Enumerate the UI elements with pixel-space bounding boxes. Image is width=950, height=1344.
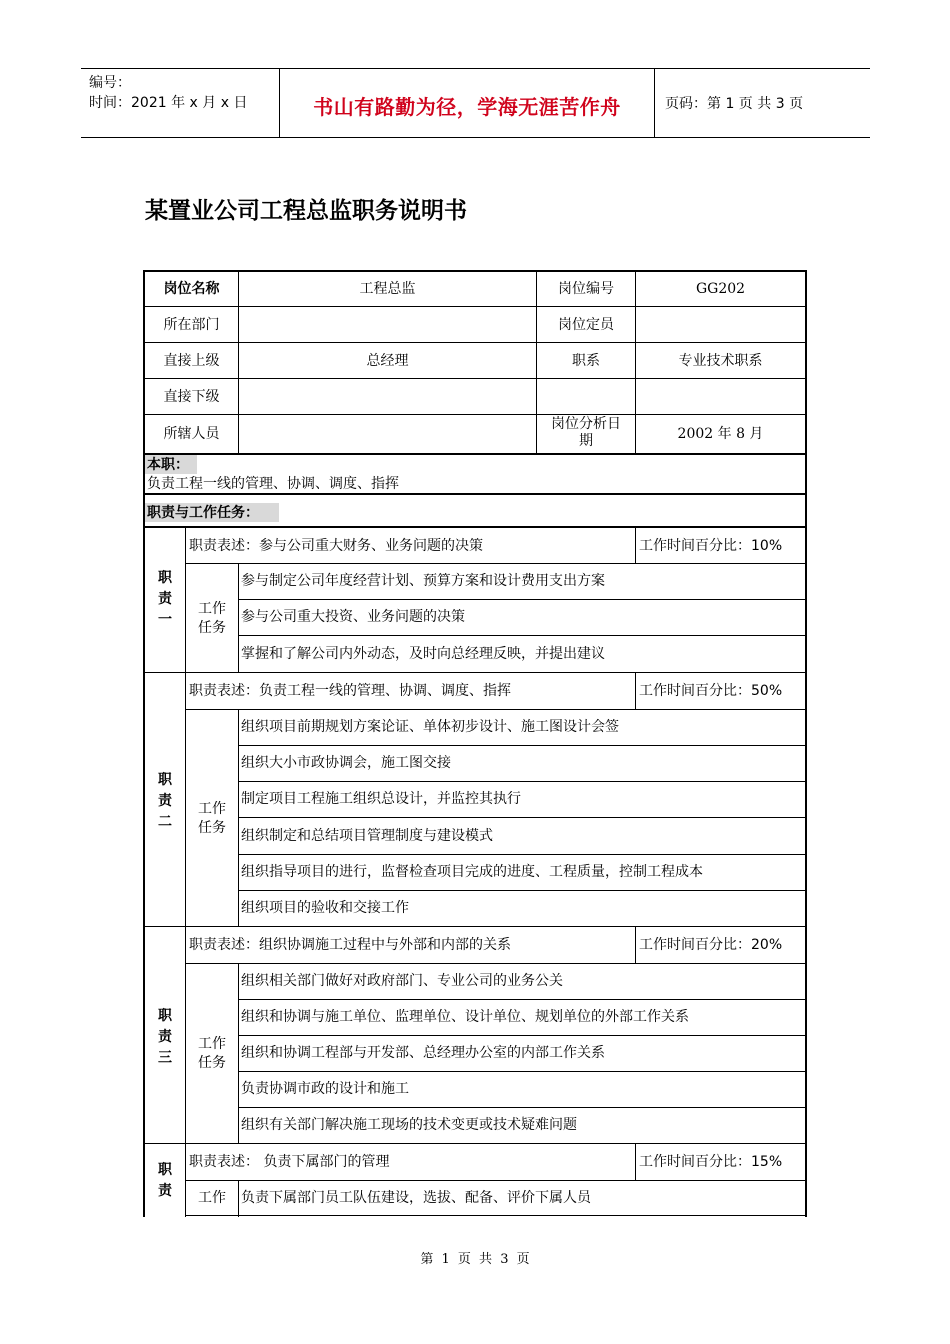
duty-3-task-5: 组织有关部门解决施工现场的技术变更或技术疑难问题 (241, 1117, 577, 1133)
task-label-line: 任务 (198, 620, 226, 636)
duty-2-task-5: 组织指导项目的进行，监督检查项目完成的进度、工程质量，控制工程成本 (241, 864, 703, 880)
duty-summary-text: 负责工程一线的管理、协调、调度、指挥 (147, 476, 399, 492)
duty-4-task-1: 负责下属部门员工队伍建设，选拔、配备、评价下属人员 (241, 1190, 591, 1206)
header-divider (654, 69, 655, 137)
col-line (238, 963, 239, 1144)
duty-1-statement: 职责表述：参与公司重大财务、业务问题的决策 (189, 538, 483, 554)
position-name-label: 岗位名称 (163, 281, 220, 297)
row-line (143, 1143, 807, 1144)
duty-summary-label: 本职： (147, 457, 189, 473)
duty-2-task-3: 制定项目工程施工组织总设计，并监控其执行 (241, 791, 521, 807)
document-title: 某置业公司工程总监职务说明书 (145, 198, 467, 224)
page-header (81, 68, 870, 138)
duty-2-task-1: 组织项目前期规划方案论证、单体初步设计、施工图设计会签 (241, 719, 619, 735)
duty-name-char: 责 (158, 1029, 172, 1045)
header-motto: 书山有路勤为径，学海无涯苦作舟 (313, 95, 621, 119)
duty-1-task-2: 参与公司重大投资、业务问题的决策 (241, 609, 465, 625)
duty-3-task-label (186, 1035, 238, 1073)
row-line (143, 672, 807, 673)
duty-4-statement: 职责表述： 负责下属部门的管理 (189, 1154, 390, 1170)
table-border (143, 270, 807, 272)
series-value: 专业技术职系 (678, 353, 763, 369)
headcount-label: 岗位定员 (558, 317, 614, 333)
duty-3-task-3: 组织和协调工程部与开发部、总经理办公室的内部工作关系 (241, 1045, 605, 1061)
row-line (238, 1107, 807, 1108)
superior-label: 直接上级 (163, 353, 220, 369)
analysis-date-label-line: 期 (579, 433, 593, 449)
row-line (185, 1215, 807, 1216)
row-line (238, 890, 807, 891)
position-code-label: 岗位编号 (558, 281, 614, 297)
duty-2-statement: 职责表述：负责工程一线的管理、协调、调度、指挥 (189, 683, 511, 699)
duty-name-char: 职 (158, 772, 172, 788)
duty-3-name (144, 1006, 186, 1069)
duty-1-name (144, 568, 186, 631)
row-line (143, 306, 807, 307)
duty-1-task-label (186, 600, 238, 638)
series-label: 职系 (572, 353, 600, 369)
row-line (143, 493, 807, 495)
duty-2-task-2: 组织大小市政协调会，施工图交接 (241, 755, 451, 771)
col-line (238, 563, 239, 672)
duty-2-task-6: 组织项目的验收和交接工作 (241, 900, 409, 916)
duty-name-char: 职 (158, 1008, 172, 1024)
duty-3-percent: 工作时间百分比：20% (639, 937, 783, 953)
duty-name-char: 责 (158, 793, 172, 809)
row-line (143, 414, 807, 415)
row-line (143, 526, 807, 528)
document-number: 编号： (89, 75, 131, 91)
duty-3-task-2: 组织和协调与施工单位、监理单位、设计单位、规划单位的外部工作关系 (241, 1009, 689, 1025)
task-label-line: 任务 (198, 1055, 226, 1071)
duty-3-statement: 职责表述：组织协调施工过程中与外部和内部的关系 (189, 937, 511, 953)
analysis-date-label-line: 岗位分析日 (551, 416, 621, 432)
analysis-date-label (537, 416, 635, 450)
task-label-line: 任务 (198, 820, 226, 836)
duty-1-task-3: 掌握和了解公司内外动态，及时向总经理反映，并提出建议 (241, 646, 605, 662)
row-line (238, 999, 807, 1000)
row-line (185, 709, 807, 710)
superior-value: 总经理 (366, 353, 409, 369)
header-page-number: 页码：第 1 页 共 3 页 (665, 96, 804, 112)
col-line (635, 926, 636, 963)
task-label-line: 工作 (198, 801, 226, 817)
row-line (143, 453, 807, 455)
task-label-line: 工作 (198, 1036, 226, 1052)
table-border (143, 270, 145, 1217)
row-line (143, 342, 807, 343)
col-line (635, 672, 636, 709)
analysis-date-value: 2002 年 8 月 (677, 426, 764, 442)
row-line (238, 1071, 807, 1072)
task-label-line: 工作 (198, 601, 226, 617)
row-line (185, 1180, 807, 1181)
position-code-value: GG202 (695, 281, 746, 297)
duty-4-percent: 工作时间百分比：15% (639, 1154, 783, 1170)
row-line (238, 1035, 807, 1036)
row-line (238, 635, 807, 636)
duty-name-char: 职 (158, 570, 172, 586)
duty-name-char: 三 (158, 1050, 172, 1066)
duty-1-percent: 工作时间百分比：10% (639, 538, 783, 554)
duty-name-char: 一 (158, 612, 172, 628)
duty-1-task-1: 参与制定公司年度经营计划、预算方案和设计费用支出方案 (241, 573, 605, 589)
duty-2-task-label (186, 800, 238, 838)
row-line (238, 781, 807, 782)
duty-4-task-label: 工作 (198, 1190, 226, 1206)
duty-2-name (144, 770, 186, 833)
duty-name-char: 职 (158, 1162, 172, 1178)
duties-section-label: 职责与工作任务： (147, 505, 259, 521)
row-line (143, 378, 807, 379)
page-footer: 第 1 页 共 3 页 (420, 1252, 530, 1267)
col-line (635, 1143, 636, 1180)
duty-2-task-4: 组织制定和总结项目管理制度与建设模式 (241, 828, 493, 844)
col-line (238, 1180, 239, 1217)
row-line (185, 563, 807, 564)
row-line (238, 599, 807, 600)
table-border (805, 270, 807, 1217)
department-label: 所在部门 (163, 317, 220, 333)
col-line (635, 527, 636, 563)
document-time: 时间：2021 年 x 月 x 日 (89, 95, 248, 111)
duty-3-task-4: 负责协调市政的设计和施工 (241, 1081, 409, 1097)
row-line (238, 817, 807, 818)
row-line (143, 926, 807, 927)
duty-4-name (144, 1160, 186, 1202)
managed-label: 所辖人员 (163, 426, 220, 442)
job-description-table (143, 270, 807, 1217)
row-line (238, 745, 807, 746)
duty-name-char: 责 (158, 1183, 172, 1199)
row-line (238, 854, 807, 855)
duty-name-char: 责 (158, 591, 172, 607)
subordinate-label: 直接下级 (163, 389, 220, 405)
duty-2-percent: 工作时间百分比：50% (639, 683, 783, 699)
duty-3-task-1: 组织相关部门做好对政府部门、专业公司的业务公关 (241, 973, 563, 989)
col-line (238, 709, 239, 927)
header-meta (89, 73, 247, 113)
row-line (185, 963, 807, 964)
duty-name-char: 二 (158, 814, 172, 830)
position-name-value: 工程总监 (359, 281, 416, 297)
